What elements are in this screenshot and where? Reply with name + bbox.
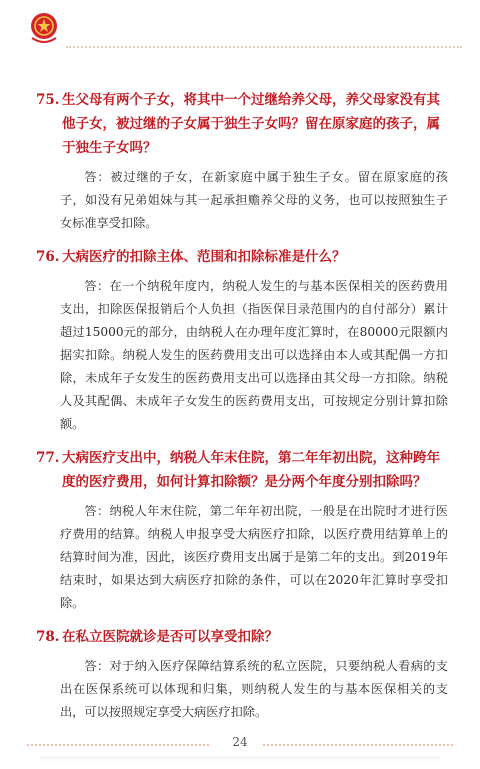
- question-text: 大病医疗的扣除主体、范围和扣除标准是什么？: [62, 249, 346, 265]
- page-footer: [0, 732, 480, 756]
- question-heading: [36, 625, 448, 649]
- qa-item-75: [36, 88, 448, 235]
- question-heading: [36, 446, 448, 494]
- question-number: 77.: [36, 450, 60, 466]
- question-heading: [36, 88, 448, 160]
- question-text: 生父母有两个子女，将其中一个过继给养父母，养父母家没有其他子女，被过继的子女属于独生子女吗？留在原家庭的孩子，属于独生子女吗？: [62, 92, 440, 156]
- qa-list: [36, 88, 448, 734]
- page-bottom-shadow: [40, 756, 440, 762]
- question-number: 75.: [36, 92, 60, 108]
- footer-divider-right: [262, 743, 454, 747]
- question-text: 在私立医院就诊是否可以享受扣除？: [62, 629, 278, 645]
- question-heading: [36, 245, 448, 269]
- qa-item-76: [36, 245, 448, 436]
- footer-divider-left: [26, 743, 211, 747]
- page-number: 24: [232, 735, 248, 749]
- question-number: 78.: [36, 629, 60, 645]
- page-header: [0, 0, 480, 60]
- answer-paragraph: 答：被过继的子女，在新家庭中属于独生子女。留在原家庭的孩子，如没有兄弟姐妹与其一起承担赡养父母的义务，也可以按照独生子女标准享受扣除。: [60, 170, 448, 230]
- tax-bureau-emblem-icon: [26, 10, 62, 46]
- answer-paragraph: 答：纳税人年末住院，第二年年初出院，一般是在出院时才进行医疗费用的结算。纳税人申报享受大病医疗扣除，以医疗费用结算单上的结算时间为准，因此，该医疗费用支出属于是第二年的支出。到2019年结束时，如果达到大病医疗扣除的条件，可以在2020年汇算时享受扣除。: [60, 504, 448, 610]
- answer-paragraph: 答：对于纳入医疗保障结算系统的私立医院，只要纳税人看病的支出在医保系统可以体现和归集，则纳税人发生的与基本医保相关的支出，可以按照规定享受大病医疗扣除。: [60, 659, 448, 719]
- header-divider: [66, 46, 462, 48]
- qa-item-77: [36, 446, 448, 615]
- answer-paragraph: 答：在一个纳税年度内，纳税人发生的与基本医保相关的医药费用支出，扣除医保报销后个人负担（指医保目录范围内的自付部分）累计超过15000元的部分，由纳税人在办理年度汇算时，在80000元限额内据实扣除。纳税人发生的医药费用支出可以选择由本人或其配偶一方扣除，未成年子女发生的医药费用支出可以选择由其父母一方扣除。纳税人及其配偶、未成年子女发生的医药费用支出，可按规定分别计算扣除额。: [60, 279, 448, 431]
- question-number: 76.: [36, 249, 60, 265]
- qa-item-78: [36, 625, 448, 724]
- question-text: 大病医疗支出中，纳税人年末住院，第二年年初出院，这种跨年度的医疗费用，如何计算扣除额？是分两个年度分别扣除吗？: [62, 450, 440, 490]
